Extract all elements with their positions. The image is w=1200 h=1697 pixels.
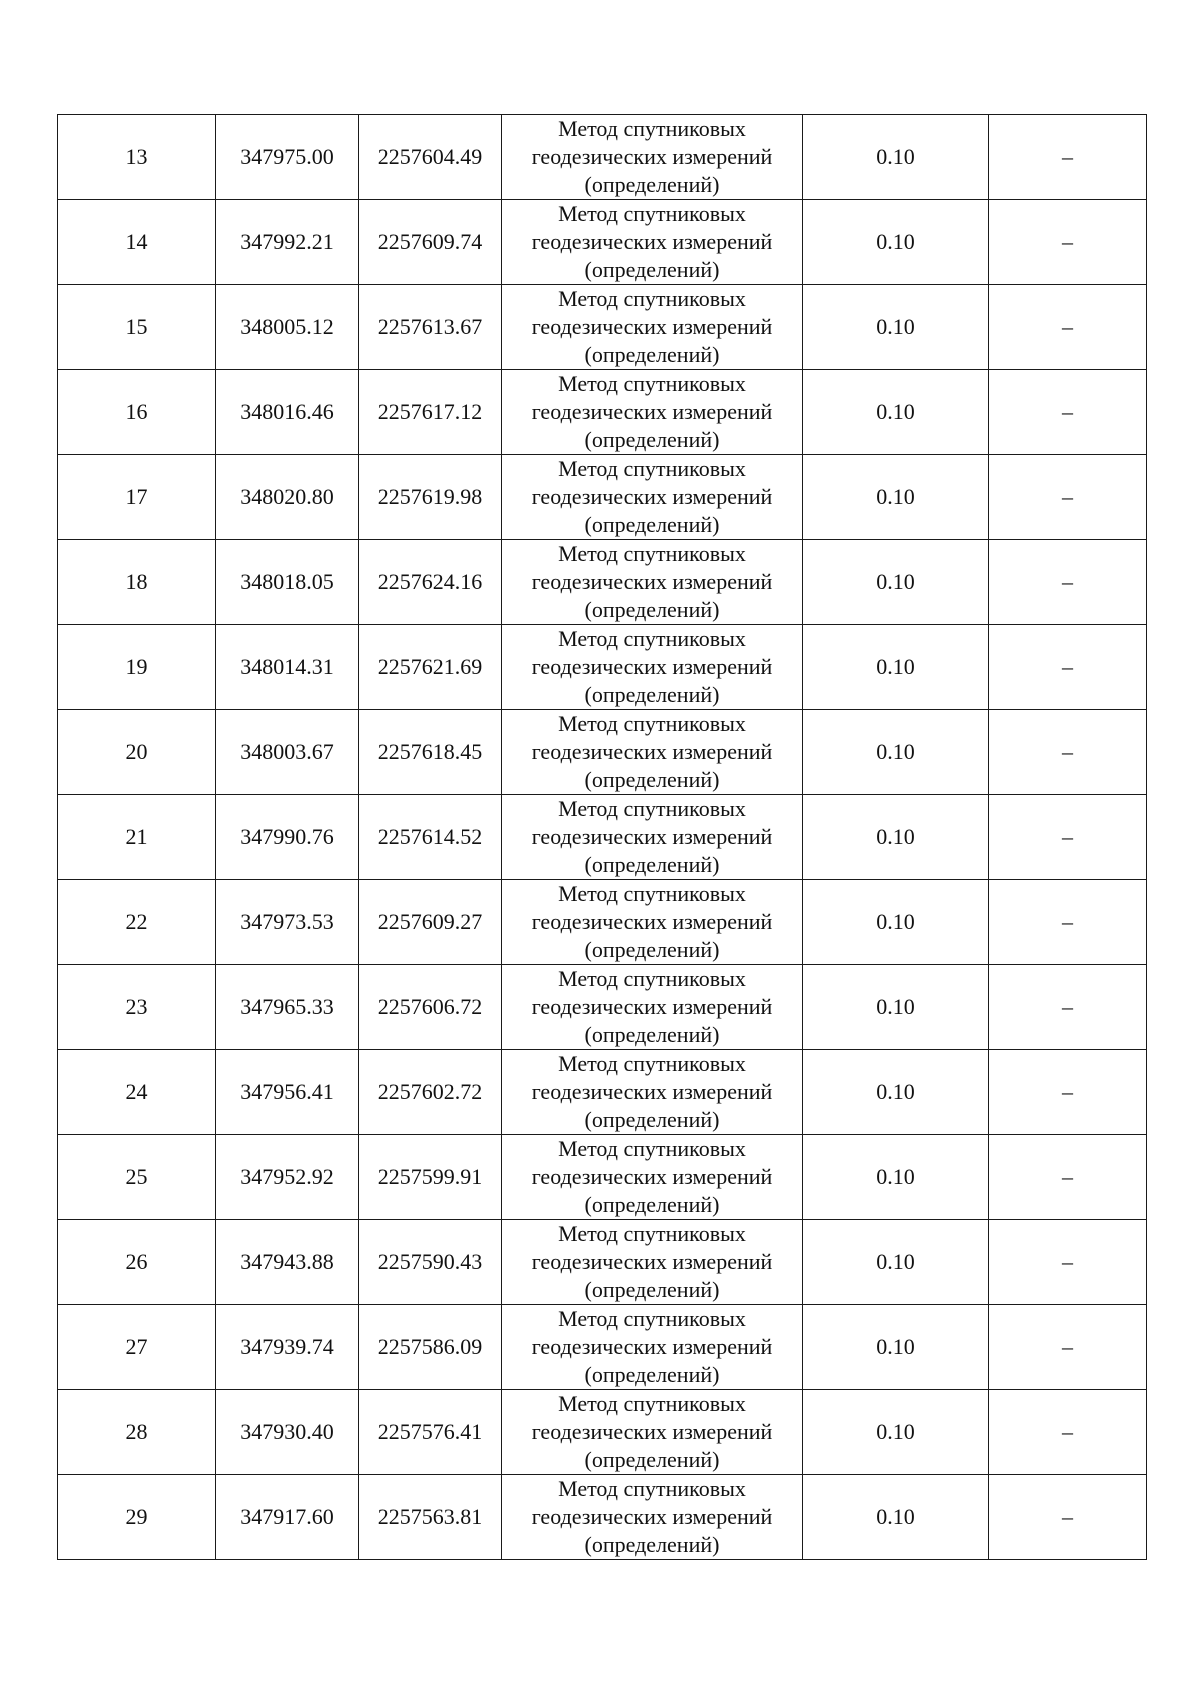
method-line: (определений) — [584, 1277, 720, 1302]
method-cell — [502, 965, 803, 1050]
accuracy-cell: 0.10 — [803, 1050, 989, 1135]
point-number-cell: 20 — [58, 710, 216, 795]
point-number-cell: 21 — [58, 795, 216, 880]
point-number-cell: 14 — [58, 200, 216, 285]
accuracy-cell: 0.10 — [803, 710, 989, 795]
method-line: геодезических измерений — [531, 1164, 773, 1189]
note-cell: – — [989, 285, 1147, 370]
point-number-cell: 25 — [58, 1135, 216, 1220]
point-number-cell: 22 — [58, 880, 216, 965]
note-cell: – — [989, 455, 1147, 540]
method-line: геодезических измерений — [531, 399, 773, 424]
method-line: (определений) — [584, 1362, 720, 1387]
method-cell — [502, 200, 803, 285]
y-coordinate-cell: 2257624.16 — [359, 540, 502, 625]
point-number-cell: 23 — [58, 965, 216, 1050]
method-line: геодезических измерений — [531, 1419, 773, 1444]
accuracy-cell: 0.10 — [803, 880, 989, 965]
method-cell — [502, 880, 803, 965]
note-cell: – — [989, 880, 1147, 965]
x-coordinate-cell: 347930.40 — [216, 1390, 359, 1475]
note-cell: – — [989, 795, 1147, 880]
method-line: геодезических измерений — [531, 654, 773, 679]
method-line: Метод спутниковых — [558, 116, 746, 141]
table-row — [58, 1050, 1147, 1135]
x-coordinate-cell: 347992.21 — [216, 200, 359, 285]
method-line: Метод спутниковых — [558, 711, 746, 736]
y-coordinate-cell: 2257609.27 — [359, 880, 502, 965]
method-line: геодезических измерений — [531, 1249, 773, 1274]
method-line: (определений) — [584, 767, 720, 792]
y-coordinate-cell: 2257563.81 — [359, 1475, 502, 1560]
note-cell: – — [989, 1475, 1147, 1560]
y-coordinate-cell: 2257604.49 — [359, 115, 502, 200]
point-number-cell: 19 — [58, 625, 216, 710]
table-row — [58, 455, 1147, 540]
table-row — [58, 115, 1147, 200]
note-cell: – — [989, 1305, 1147, 1390]
method-cell — [502, 1305, 803, 1390]
note-cell: – — [989, 200, 1147, 285]
point-number-cell: 18 — [58, 540, 216, 625]
y-coordinate-cell: 2257576.41 — [359, 1390, 502, 1475]
method-line: Метод спутниковых — [558, 1306, 746, 1331]
method-line: (определений) — [584, 1532, 720, 1557]
accuracy-cell: 0.10 — [803, 370, 989, 455]
table-row — [58, 370, 1147, 455]
x-coordinate-cell: 347990.76 — [216, 795, 359, 880]
x-coordinate-cell: 347943.88 — [216, 1220, 359, 1305]
table-row — [58, 1135, 1147, 1220]
y-coordinate-cell: 2257621.69 — [359, 625, 502, 710]
method-cell — [502, 1135, 803, 1220]
method-line: геодезических измерений — [531, 484, 773, 509]
method-line: (определений) — [584, 682, 720, 707]
table-row — [58, 795, 1147, 880]
method-line: (определений) — [584, 172, 720, 197]
accuracy-cell: 0.10 — [803, 795, 989, 880]
note-cell: – — [989, 1390, 1147, 1475]
x-coordinate-cell: 348016.46 — [216, 370, 359, 455]
method-line: (определений) — [584, 512, 720, 537]
method-line: Метод спутниковых — [558, 1136, 746, 1161]
method-cell — [502, 710, 803, 795]
point-number-cell: 29 — [58, 1475, 216, 1560]
method-line: геодезических измерений — [531, 824, 773, 849]
accuracy-cell: 0.10 — [803, 115, 989, 200]
method-line: Метод спутниковых — [558, 541, 746, 566]
x-coordinate-cell: 347973.53 — [216, 880, 359, 965]
method-line: геодезических измерений — [531, 1079, 773, 1104]
note-cell: – — [989, 540, 1147, 625]
method-line: Метод спутниковых — [558, 1221, 746, 1246]
table-row — [58, 1305, 1147, 1390]
method-line: геодезических измерений — [531, 739, 773, 764]
x-coordinate-cell: 347917.60 — [216, 1475, 359, 1560]
method-line: Метод спутниковых — [558, 966, 746, 991]
accuracy-cell: 0.10 — [803, 1475, 989, 1560]
note-cell: – — [989, 965, 1147, 1050]
method-cell — [502, 1475, 803, 1560]
coordinates-table — [57, 114, 1147, 1560]
table-row — [58, 1390, 1147, 1475]
method-line: геодезических измерений — [531, 1334, 773, 1359]
method-line: Метод спутниковых — [558, 881, 746, 906]
note-cell: – — [989, 1050, 1147, 1135]
accuracy-cell: 0.10 — [803, 1305, 989, 1390]
method-line: Метод спутниковых — [558, 286, 746, 311]
table-row — [58, 965, 1147, 1050]
note-cell: – — [989, 370, 1147, 455]
method-cell — [502, 1390, 803, 1475]
x-coordinate-cell: 347952.92 — [216, 1135, 359, 1220]
x-coordinate-cell: 348005.12 — [216, 285, 359, 370]
accuracy-cell: 0.10 — [803, 965, 989, 1050]
accuracy-cell: 0.10 — [803, 1135, 989, 1220]
method-line: Метод спутниковых — [558, 371, 746, 396]
method-line: (определений) — [584, 1447, 720, 1472]
method-line: геодезических измерений — [531, 229, 773, 254]
method-cell — [502, 455, 803, 540]
x-coordinate-cell: 348020.80 — [216, 455, 359, 540]
y-coordinate-cell: 2257613.67 — [359, 285, 502, 370]
method-cell — [502, 795, 803, 880]
table-row — [58, 625, 1147, 710]
table-row — [58, 285, 1147, 370]
note-cell: – — [989, 1135, 1147, 1220]
accuracy-cell: 0.10 — [803, 1220, 989, 1305]
accuracy-cell: 0.10 — [803, 1390, 989, 1475]
y-coordinate-cell: 2257617.12 — [359, 370, 502, 455]
y-coordinate-cell: 2257590.43 — [359, 1220, 502, 1305]
point-number-cell: 28 — [58, 1390, 216, 1475]
accuracy-cell: 0.10 — [803, 625, 989, 710]
method-line: (определений) — [584, 1192, 720, 1217]
method-line: (определений) — [584, 1107, 720, 1132]
y-coordinate-cell: 2257618.45 — [359, 710, 502, 795]
y-coordinate-cell: 2257619.98 — [359, 455, 502, 540]
y-coordinate-cell: 2257602.72 — [359, 1050, 502, 1135]
x-coordinate-cell: 347975.00 — [216, 115, 359, 200]
x-coordinate-cell: 347939.74 — [216, 1305, 359, 1390]
method-line: геодезических измерений — [531, 1504, 773, 1529]
table-body — [58, 115, 1147, 1560]
y-coordinate-cell: 2257614.52 — [359, 795, 502, 880]
method-line: (определений) — [584, 597, 720, 622]
method-line: Метод спутниковых — [558, 796, 746, 821]
method-cell — [502, 1050, 803, 1135]
x-coordinate-cell: 347965.33 — [216, 965, 359, 1050]
point-number-cell: 26 — [58, 1220, 216, 1305]
accuracy-cell: 0.10 — [803, 455, 989, 540]
method-line: (определений) — [584, 852, 720, 877]
point-number-cell: 17 — [58, 455, 216, 540]
method-line: Метод спутниковых — [558, 456, 746, 481]
method-line: (определений) — [584, 257, 720, 282]
method-line: геодезических измерений — [531, 314, 773, 339]
note-cell: – — [989, 115, 1147, 200]
method-line: Метод спутниковых — [558, 201, 746, 226]
method-line: геодезических измерений — [531, 569, 773, 594]
y-coordinate-cell: 2257606.72 — [359, 965, 502, 1050]
accuracy-cell: 0.10 — [803, 285, 989, 370]
point-number-cell: 24 — [58, 1050, 216, 1135]
note-cell: – — [989, 1220, 1147, 1305]
y-coordinate-cell: 2257609.74 — [359, 200, 502, 285]
x-coordinate-cell: 348014.31 — [216, 625, 359, 710]
table-row — [58, 1475, 1147, 1560]
point-number-cell: 15 — [58, 285, 216, 370]
method-line: Метод спутниковых — [558, 1051, 746, 1076]
method-line: (определений) — [584, 342, 720, 367]
method-cell — [502, 625, 803, 710]
y-coordinate-cell: 2257599.91 — [359, 1135, 502, 1220]
table-row — [58, 1220, 1147, 1305]
note-cell: – — [989, 625, 1147, 710]
method-line: (определений) — [584, 427, 720, 452]
method-cell — [502, 370, 803, 455]
method-cell — [502, 1220, 803, 1305]
x-coordinate-cell: 347956.41 — [216, 1050, 359, 1135]
table-row — [58, 200, 1147, 285]
method-cell — [502, 285, 803, 370]
method-line: (определений) — [584, 1022, 720, 1047]
accuracy-cell: 0.10 — [803, 200, 989, 285]
table-row — [58, 880, 1147, 965]
note-cell: – — [989, 710, 1147, 795]
x-coordinate-cell: 348003.67 — [216, 710, 359, 795]
method-line: (определений) — [584, 937, 720, 962]
x-coordinate-cell: 348018.05 — [216, 540, 359, 625]
method-line: геодезических измерений — [531, 994, 773, 1019]
method-line: Метод спутниковых — [558, 1476, 746, 1501]
table-row — [58, 540, 1147, 625]
y-coordinate-cell: 2257586.09 — [359, 1305, 502, 1390]
method-cell — [502, 115, 803, 200]
point-number-cell: 16 — [58, 370, 216, 455]
method-line: геодезических измерений — [531, 144, 773, 169]
method-line: Метод спутниковых — [558, 1391, 746, 1416]
method-line: Метод спутниковых — [558, 626, 746, 651]
method-line: геодезических измерений — [531, 909, 773, 934]
accuracy-cell: 0.10 — [803, 540, 989, 625]
table-row — [58, 710, 1147, 795]
method-cell — [502, 540, 803, 625]
point-number-cell: 13 — [58, 115, 216, 200]
point-number-cell: 27 — [58, 1305, 216, 1390]
